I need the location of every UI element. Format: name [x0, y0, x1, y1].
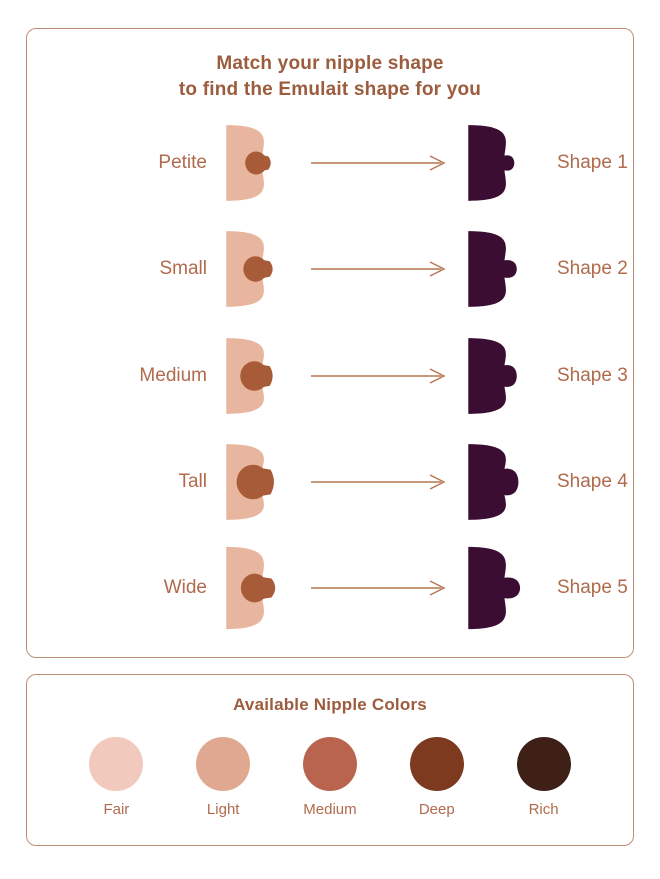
shape-row [27, 324, 633, 428]
color-swatch-list [27, 715, 633, 835]
color-dot [303, 737, 357, 791]
shape-row [27, 430, 633, 534]
breast-shape-4 [223, 427, 297, 537]
breast-shape-1 [223, 108, 297, 218]
arrow-cell [297, 154, 465, 172]
nipple-shape-label: Small [159, 258, 207, 280]
breast-shape-3 [223, 321, 297, 431]
nipple-shape-match-panel [26, 28, 634, 658]
right-arrow-icon [311, 260, 451, 278]
color-dot [517, 737, 571, 791]
color-swatch [410, 737, 464, 818]
emulait-teat-shape-3 [465, 321, 539, 431]
breast-illustration-cell [223, 427, 297, 537]
color-dot [196, 737, 250, 791]
shape-row [27, 217, 633, 321]
emulait-teat-shape-5 [465, 533, 539, 643]
emulait-shape-label: Shape 3 [557, 364, 628, 386]
color-name: Deep [418, 800, 455, 818]
arrow-cell [297, 367, 465, 385]
emulait-shape-label: Shape 2 [557, 258, 628, 280]
available-colors-panel [26, 674, 634, 846]
teat-illustration-cell [465, 321, 539, 431]
color-name: Medium [303, 800, 357, 818]
nipple-shape-label: Wide [163, 576, 207, 598]
emulait-shape-label: Shape 5 [557, 576, 628, 598]
color-swatch [89, 737, 143, 818]
emulait-teat-shape-2 [465, 214, 539, 324]
right-arrow-icon [311, 154, 451, 172]
right-arrow-icon [311, 367, 451, 385]
nipple-shape-label: Petite [158, 152, 207, 174]
right-arrow-icon [311, 473, 451, 491]
breast-illustration-cell [223, 533, 297, 643]
color-dot [89, 737, 143, 791]
color-swatch [303, 737, 357, 818]
shapes-title-line-1: Match your nipple shape [216, 53, 444, 74]
breast-shape-2 [223, 214, 297, 324]
teat-illustration-cell [465, 108, 539, 218]
emulait-shape-label: Shape 4 [557, 470, 628, 492]
emulait-teat-shape-1 [465, 108, 539, 218]
breast-illustration-cell [223, 321, 297, 431]
color-swatch [517, 737, 571, 818]
color-name: Fair [103, 800, 130, 818]
emulait-teat-shape-4 [465, 427, 539, 537]
emulait-shape-label: Shape 1 [557, 152, 628, 174]
breast-shape-5 [223, 533, 297, 643]
right-arrow-icon [311, 579, 451, 597]
color-name: Light [206, 800, 240, 818]
color-name: Rich [528, 800, 559, 818]
shape-row [27, 111, 633, 215]
shapes-title-line-2: to find the Emulait shape for you [178, 78, 482, 100]
arrow-cell [297, 473, 465, 491]
shape-row [27, 536, 633, 640]
teat-illustration-cell [465, 214, 539, 324]
color-dot [410, 737, 464, 791]
arrow-cell [297, 260, 465, 278]
nipple-shape-label: Tall [178, 470, 207, 492]
breast-illustration-cell [223, 108, 297, 218]
color-swatch [196, 737, 250, 818]
teat-illustration-cell [465, 427, 539, 537]
arrow-cell [297, 579, 465, 597]
teat-illustration-cell [465, 533, 539, 643]
shapes-panel-title [27, 51, 633, 102]
nipple-shape-label: Medium [139, 364, 207, 386]
breast-illustration-cell [223, 214, 297, 324]
shape-rows [27, 102, 633, 647]
colors-panel-title: Available Nipple Colors [233, 695, 427, 714]
